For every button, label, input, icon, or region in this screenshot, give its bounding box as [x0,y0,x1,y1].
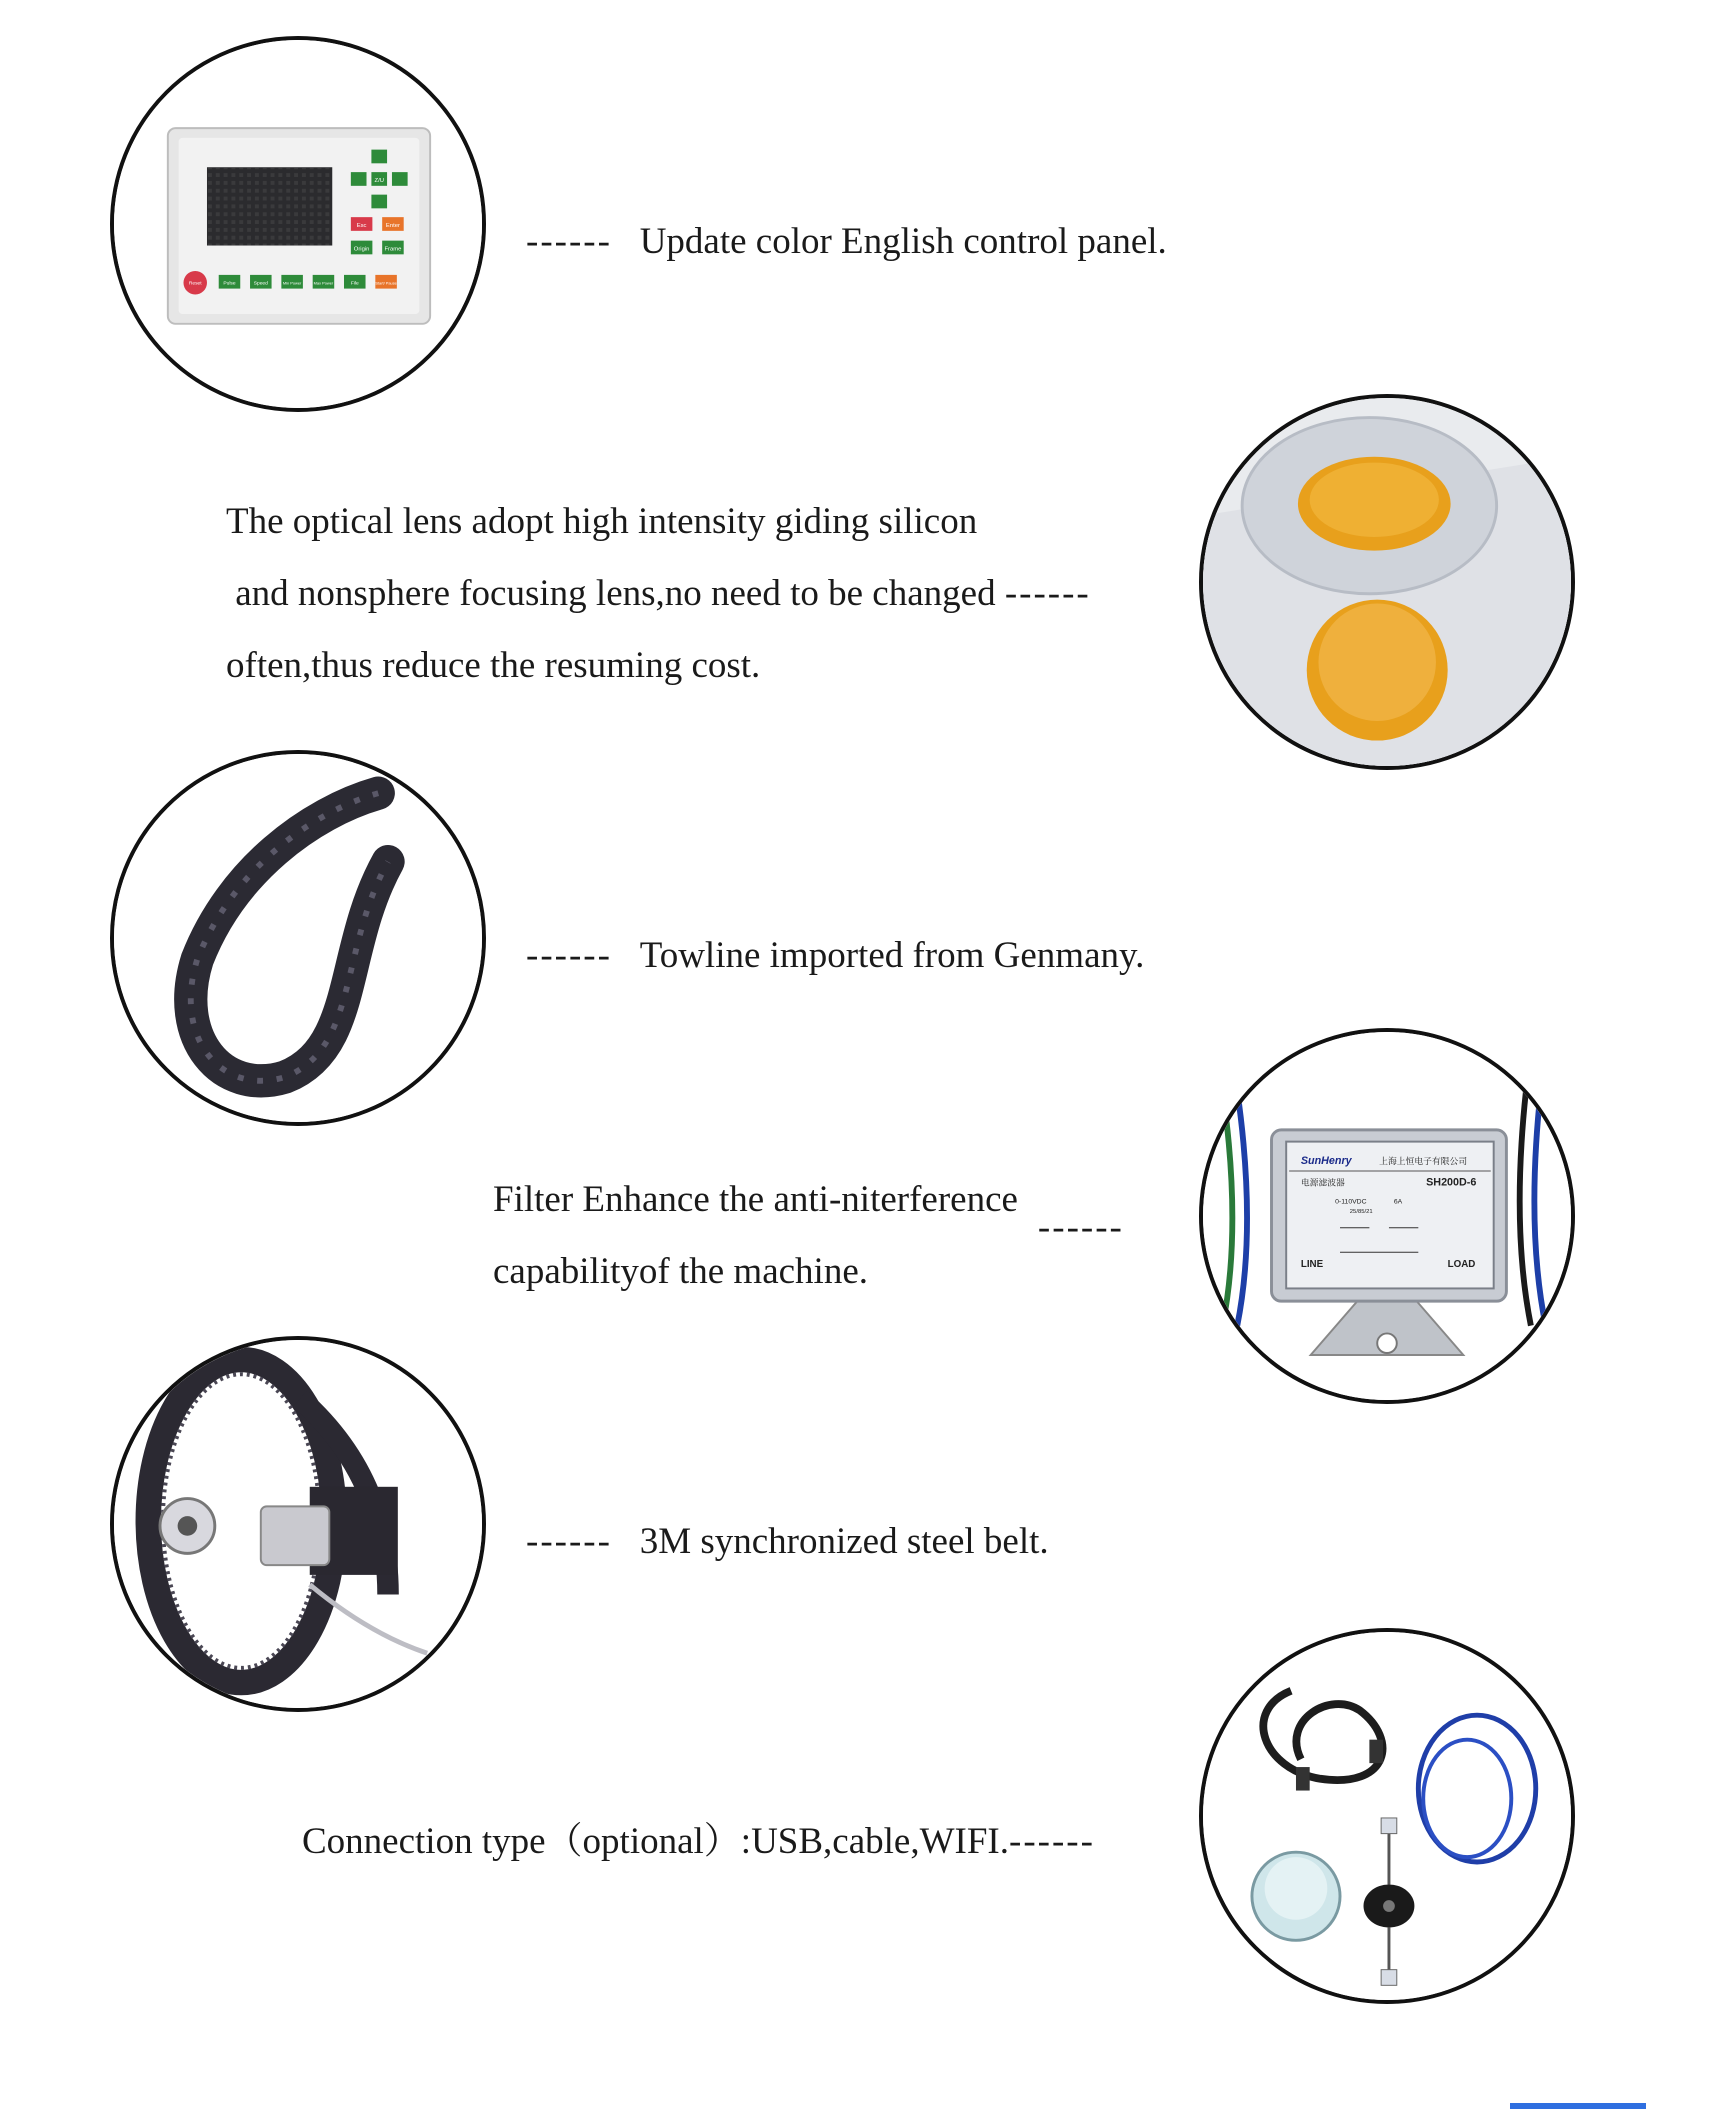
leader-dashes: ------ [1009,1821,1095,1862]
svg-text:Start/ Pause: Start/ Pause [375,280,397,286]
svg-text:File: File [350,281,359,287]
caption-belt [526,1506,1049,1578]
svg-text:SH200D-6: SH200D-6 [1426,1176,1477,1189]
connection-cables-photo [1199,1628,1575,2004]
caption-connection [302,1806,1095,1878]
towline-photo [110,750,486,1126]
svg-text:Z/U: Z/U [374,177,384,184]
filter-photo [1199,1028,1575,1404]
leader-dashes: ------ [1004,573,1091,614]
caption-text: Update color English control panel. [639,221,1167,262]
leader-dashes: ------ [1037,1207,1124,1248]
caption-text: Towline imported from Genmany. [639,935,1145,976]
caption-line-1: Filter Enhance the anti-niterference------ [493,1179,1124,1248]
svg-text:Frame: Frame [384,246,402,253]
leader-dashes: ------ [526,935,612,976]
caption-towline [526,920,1144,992]
belt-photo [110,1336,486,1712]
bottom-accent-bar [1510,2103,1646,2109]
svg-text:LOAD: LOAD [1447,1258,1476,1270]
svg-text:25/85/21: 25/85/21 [1349,1209,1373,1216]
caption-line-3: often,thus reduce the resuming cost. [226,645,761,686]
caption-line-2: capabilityof the machine. [493,1251,868,1292]
svg-text:Enter: Enter [385,222,400,229]
svg-text:0-110VDC: 0-110VDC [1335,1198,1367,1206]
svg-text:Esc: Esc [356,222,367,229]
svg-text:Pulse: Pulse [223,281,236,287]
svg-text:电源滤波器: 电源滤波器 [1300,1178,1345,1189]
control-panel-photo [110,36,486,412]
caption-control-panel [526,206,1167,278]
caption-text: 3M synchronized steel belt. [639,1521,1049,1562]
caption-line-2: and nonsphere focusing lens,no need to be changed ------ [226,573,1091,614]
svg-text:上海上恒电子有限公司: 上海上恒电子有限公司 [1379,1157,1468,1168]
caption-optical-lens [226,486,1091,702]
svg-text:6A: 6A [1393,1198,1403,1206]
svg-text:Speed: Speed [253,281,268,287]
caption-text: Connection type（optional）:USB,cable,WIFI. [302,1821,1009,1862]
svg-text:Reset: Reset [188,281,202,287]
svg-text:LINE: LINE [1300,1258,1324,1270]
optical-lens-photo [1199,394,1575,770]
svg-text:Min Power: Min Power [282,280,302,286]
svg-text:Max Power: Max Power [313,280,334,286]
leader-dashes: ------ [526,1521,612,1562]
leader-dashes: ------ [526,221,612,262]
caption-line-1: The optical lens adopt high intensity giding silicon [226,501,978,542]
svg-text:SunHenry: SunHenry [1300,1155,1352,1168]
caption-filter [493,1164,1124,1308]
svg-text:Origin: Origin [353,246,370,253]
